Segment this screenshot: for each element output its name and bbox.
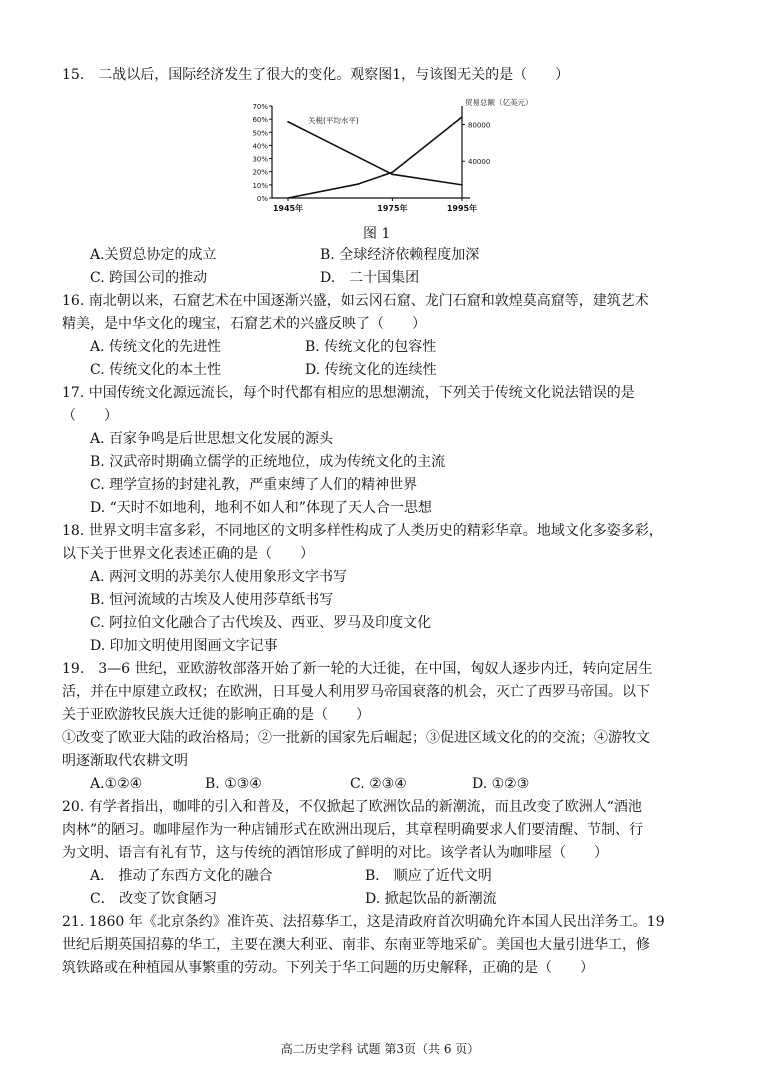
q17-option-d[interactable]: D. “天时不如地利，地利不如人和”体现了天人合一思想	[90, 500, 432, 516]
q17-option-b[interactable]: B. 汉武帝时期确立儒学的正统地位，成为传统文化的主流	[90, 454, 446, 470]
y-left-tick-label: 70%	[252, 103, 268, 111]
y-left-tick-label: 60%	[252, 116, 268, 125]
y-right-tick-label: 40000	[468, 158, 491, 167]
series-line-2	[288, 117, 462, 198]
question-16-stem-line-1: 16. 南北朝以来，石窟艺术在中国逐渐兴盛，如云冈石窟、龙门石窟和敦煌莫高窟等，建筑艺术	[62, 293, 649, 309]
y-left-tick-label: 40%	[252, 142, 268, 151]
question-18-stem-line-1: 18. 世界文明丰富多彩，不同地区的文明多样性构成了人类历史的精彩华章。地域文化多姿多彩，	[62, 523, 663, 539]
x-tick-label: 1945年	[272, 204, 304, 213]
question-20-stem-line-3: 为文明、语言有礼有节，这与传统的酒馆形成了鲜明的对比。该学者认为咖啡屋（ ）	[62, 845, 608, 861]
series-point-2	[357, 183, 359, 185]
series-point-1	[461, 184, 463, 186]
question-17-stem-line-1: 17. 中国传统文化源远流长，每个时代都有相应的思想潮流，下列关于传统文化说法错误的是	[62, 385, 635, 401]
x-tick-label: 1995年	[446, 204, 478, 213]
q16-option-a[interactable]: A. 传统文化的先进性	[90, 339, 222, 355]
chart-series	[287, 116, 463, 199]
series-label-tariff: 关税(平均水平)	[308, 116, 359, 125]
q20-option-d[interactable]: D. 掀起饮品的新潮流	[365, 891, 497, 907]
q16-option-d[interactable]: D. 传统文化的连续性	[305, 362, 437, 378]
q19-option-a[interactable]: A.①②④	[90, 776, 143, 792]
y-right-axis-label: 贸易总额（亿美元）	[465, 98, 533, 107]
q15-option-d[interactable]: D. 二十国集团	[320, 270, 420, 286]
series-point-1	[392, 174, 394, 176]
question-17-stem-line-2: （ ）	[62, 408, 118, 424]
question-21-stem-line-3: 筑铁路或在种植园从事繁重的劳动。下列关于华工问题的历史解释，正确的是（ ）	[62, 960, 594, 976]
y-left-tick-label: 50%	[252, 129, 268, 138]
figure-caption: 图 1	[363, 226, 391, 242]
question-19-stem-line-3: 关于亚欧游牧民族大迁徙的影响正确的是（ ）	[62, 707, 370, 723]
y-right-tick-label: 80000	[468, 121, 491, 130]
question-21-stem-line-1: 21. 1860 年《北京条约》准许英、法招募华工，这是清政府首次明确允许本国人民出洋务工。19	[62, 914, 665, 930]
q17-option-a[interactable]: A. 百家争鸣是后世思想文化发展的源头	[90, 431, 334, 447]
q18-option-a[interactable]: A. 两河文明的苏美尔人使用象形文字书写	[90, 569, 348, 585]
q15-option-c[interactable]: C. 跨国公司的推动	[90, 270, 208, 286]
question-19-stem-line-5: 明逐渐取代农耕文明	[62, 753, 188, 769]
chart-ticks	[252, 103, 490, 213]
q16-option-c[interactable]: C. 传统文化的本土性	[90, 362, 222, 378]
y-left-tick-label: 30%	[252, 155, 268, 164]
question-20-stem-line-2: 肉林”的陋习。咖啡屋作为一种店铺形式在欧洲出现后，其章程明确要求人们要清醒、节制、行	[62, 822, 644, 838]
q15-option-b[interactable]: B. 全球经济依赖程度加深	[320, 247, 480, 263]
y-left-tick-label: 20%	[252, 168, 268, 177]
question-16-stem-line-2: 精美，是中华文化的瑰宝，石窟艺术的兴盛反映了（ ）	[62, 316, 426, 332]
question-15-stem: 15. 二战以后，国际经济发生了很大的变化。观察图1，与该图无关的是（ ）	[62, 67, 570, 83]
q15-option-a[interactable]: A.关贸总协定的成立	[90, 247, 217, 263]
series-point-2	[461, 116, 463, 118]
question-18-stem-line-2: 以下关于世界文化表述正确的是（ ）	[62, 546, 314, 562]
q18-option-c[interactable]: C. 阿拉伯文化融合了古代埃及、西亚、罗马及印度文化	[90, 615, 432, 631]
q19-option-c[interactable]: C. ②③④	[350, 776, 407, 792]
series-point-1	[287, 121, 289, 123]
figure-1-chart	[248, 98, 533, 220]
chart-axes	[272, 106, 470, 198]
question-19-stem-line-4: ①改变了欧亚大陆的政治格局；②一批新的国家先后崛起；③促进区域文化的的交流；④游牧文	[62, 730, 650, 746]
question-19-stem-line-2: 活，并在中原建立政权；在欧洲，日耳曼人利用罗马帝国衰落的机会，灭亡了西罗马帝国。以下	[62, 684, 650, 700]
q19-option-b[interactable]: B. ①③④	[205, 776, 262, 792]
q20-option-c[interactable]: C． 改变了饮食陋习	[90, 891, 218, 907]
q20-option-b[interactable]: B． 顺应了近代文明	[365, 868, 492, 884]
y-left-tick-label: 0%	[256, 195, 268, 203]
page-footer: 高二历史学科 试题 第3页（共 6 页）	[280, 1042, 480, 1056]
question-21-stem-line-2: 世纪后期英国招募的华工，主要在澳大利亚、南非、东南亚等地采矿。美国也大量引进华工，修	[62, 937, 650, 953]
q19-option-d[interactable]: D. ①②③	[472, 776, 530, 792]
q18-option-b[interactable]: B. 恒河流域的古埃及人使用莎草纸书写	[90, 592, 334, 608]
series-point-2	[392, 171, 394, 173]
question-19-stem-line-1: 19. 3—6 世纪，亚欧游牧部落开始了新一轮的大迁徙，在中国，匈奴人逐步内迁，转向定居生	[62, 661, 653, 677]
q17-option-c[interactable]: C. 理学宣扬的封建礼教，严重束缚了人们的精神世界	[90, 477, 418, 493]
y-left-tick-label: 10%	[252, 181, 268, 190]
q18-option-d[interactable]: D. 印加文明使用图画文字记事	[90, 638, 278, 654]
series-line-1	[288, 122, 462, 185]
question-20-stem-line-1: 20. 有学者指出，咖啡的引入和普及，不仅掀起了欧洲饮品的新潮流，而且改变了欧洲人“酒池	[62, 799, 642, 815]
series-point-2	[287, 197, 289, 199]
q20-option-a[interactable]: A． 推动了东西方文化的融合	[90, 868, 273, 884]
q16-option-b[interactable]: B. 传统文化的包容性	[305, 339, 437, 355]
chart-labels	[308, 97, 533, 125]
x-tick-label: 1975年	[377, 204, 408, 213]
